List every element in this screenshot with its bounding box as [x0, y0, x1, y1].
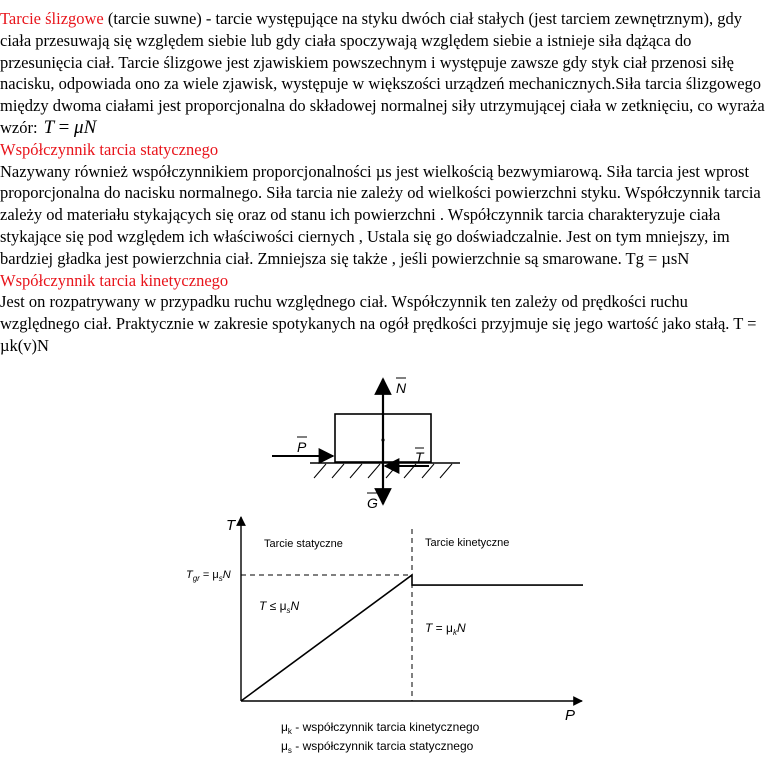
legend-item-kinetic: $\mu_k$ - współczynnik tarcia kinetycznego: [281, 720, 480, 736]
region-static-label: Tarcie statyczne: [264, 538, 343, 550]
friction-figure: [0, 370, 771, 762]
x-axis-label: P: [565, 707, 576, 724]
force-diagram: [272, 378, 460, 511]
heading-static-coefficient: Współczynnik tarcia statycznego: [0, 139, 219, 159]
formula-t-mu-n: [44, 117, 97, 138]
heading-kinetic-coefficient: Współczynnik tarcia kinetycznego: [0, 270, 229, 290]
kinetic-coefficient-body: Jest on rozpatrywany w przypadku ruchu względnego ciał. Współczynnik ten zależy od prędkości ruchu względnego ciał. Praktycznie w zakresie spotykanych na ogół prędkości przyjmuje się jego wartość jako stałą. T = µk(v)N: [0, 292, 757, 355]
formula-lhs: T: [43, 116, 54, 138]
static-coefficient-body: Nazywany również współczynnikiem proporcjonalności µs jest wielkością bezwymiarową. Siła tarcia jest wprost proporcjonalna do nacisku normalnego. Siła tarcia nie zależy od wielkości powierzchni styku. Współczynnik tarcia zależy od materiału stykających się oraz od stanu ich powierzchni . Współczynnik tarcia charakteryzuje ciała stykające się pod względem ich właściwości ciernych , Ustala się go doświadczalnie. Jest on tym mniejszy, im bardziej gładka jest powierzchnia ciał. Zmniejsza się także , jeśli powierzchnie są smarowane. Tg = µsN: [0, 161, 761, 268]
label-p: P: [297, 439, 307, 455]
label-t: T: [415, 449, 424, 465]
center-point: [381, 438, 384, 441]
formula-rhs: μN: [74, 116, 97, 138]
y-tick-tgr: $T_{gr} = \mu_sN$: [186, 569, 231, 583]
article: [0, 8, 766, 357]
y-axis-label: T: [226, 517, 236, 534]
friction-chart: [186, 517, 583, 724]
region-kinetic-label: Tarcie kinetyczne: [425, 537, 510, 549]
section-friction-sliding: [0, 8, 766, 139]
label-n: N: [396, 380, 407, 396]
formula-eq: =: [58, 116, 70, 138]
legend: [281, 720, 480, 755]
label-g: G: [367, 495, 378, 511]
sliding-friction-body: (tarcie suwne) - tarcie występujące na styku dwóch ciał stałych (jest tarciem zewnętrznym), gdy ciała przesuwają się względem siebie lub gdy ciała spoczywają względem siebie a istnieje siła dążąca do przesunięcia ciał. Tarcie ślizgowe jest zjawiskiem powszechnym i występuje zawsze gdy styk ciał przenosi siłę nacisku, odpowiada ono za wiele zjawisk, występuje w większości urządzeń mechanicznych.Siła tarcia ślizgowego między dwoma ciałami jest proporcjonalna do składowej normalnej siły utrzymującej ciała w zetknięciu, co wyraża wzór:: [0, 9, 765, 137]
heading-sliding-friction: Tarcie ślizgowe: [0, 9, 104, 28]
annotation-kinetic: $T = \mu_kN$: [425, 621, 466, 637]
legend-item-static: $\mu_s$ - współczynnik tarcia statycznego: [281, 739, 474, 755]
annotation-static: $T \le \mu_sN$: [259, 599, 300, 615]
